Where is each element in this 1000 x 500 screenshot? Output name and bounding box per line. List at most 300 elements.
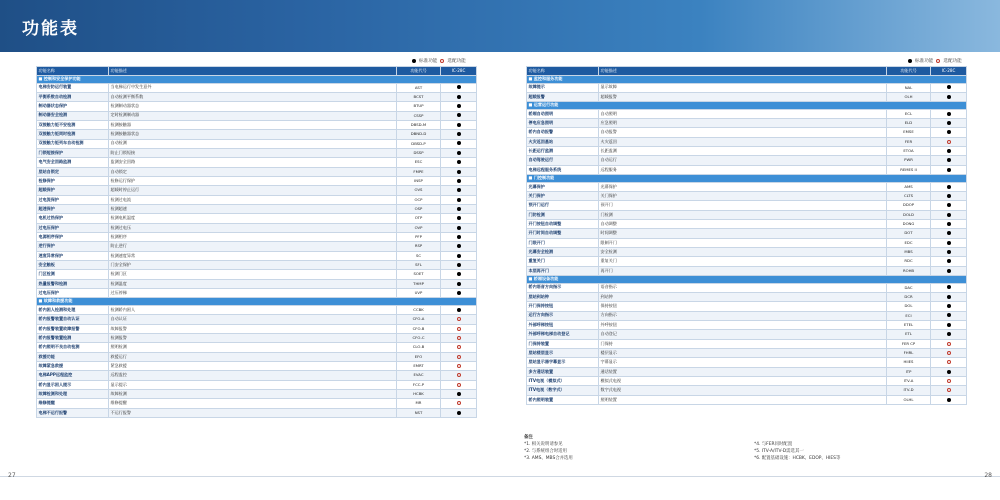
table-row xyxy=(37,223,477,232)
table-row xyxy=(527,191,967,200)
function-desc: 到站钟 xyxy=(599,292,887,301)
table-row xyxy=(37,130,477,139)
filled-dot-icon xyxy=(947,332,951,336)
function-name: 轿内自动报警 xyxy=(527,128,599,137)
function-name: 门保持装置 xyxy=(527,339,599,348)
notes-col-a xyxy=(524,441,754,462)
filled-dot-icon xyxy=(947,85,951,89)
function-name: 制动器安全检测 xyxy=(37,111,109,120)
function-code: OSP xyxy=(397,204,441,213)
function-desc: 检测超速 xyxy=(109,204,397,213)
function-code: ITP xyxy=(887,367,931,376)
function-name: 层站楼层显示 xyxy=(527,348,599,357)
function-code: DOT xyxy=(887,229,931,238)
filled-dot-icon xyxy=(457,160,461,164)
function-name: 轿内显示困人提示 xyxy=(37,380,109,389)
notes-title: 备注 xyxy=(524,435,533,440)
function-desc: 检修运行保护 xyxy=(109,176,397,185)
table-row xyxy=(37,343,477,352)
function-name: 轿内报警装置故障报警 xyxy=(37,324,109,333)
function-code: EFO xyxy=(397,352,441,361)
open-dot-icon xyxy=(440,59,444,63)
function-name: 平衡系数自动检测 xyxy=(37,92,109,101)
open-dot-icon xyxy=(947,379,951,383)
function-code: CCBK xyxy=(397,305,441,314)
function-code: BCST xyxy=(397,92,441,101)
availability-cell xyxy=(931,92,967,101)
filled-dot-icon xyxy=(457,104,461,108)
function-code: ITV-A xyxy=(887,376,931,385)
function-desc: 检测轿内困人 xyxy=(109,305,397,314)
filled-dot-icon xyxy=(947,222,951,226)
function-name: 超速保护 xyxy=(37,204,109,213)
availability-cell xyxy=(441,167,477,176)
filled-dot-icon xyxy=(947,168,951,172)
table-row xyxy=(527,210,967,219)
function-desc: 安全检测 xyxy=(599,248,887,257)
filled-dot-icon xyxy=(947,398,951,402)
filled-dot-icon xyxy=(947,130,951,134)
section-title: ■ 门控制功能 xyxy=(527,175,967,183)
availability-cell xyxy=(441,195,477,204)
table-row xyxy=(527,147,967,156)
section-title: ■ 控制和安全保护功能 xyxy=(37,76,477,84)
function-name: 救援功能 xyxy=(37,352,109,361)
function-desc: 保持按钮 xyxy=(599,302,887,311)
function-table-right xyxy=(526,66,967,405)
table-row xyxy=(37,214,477,223)
function-code: OTP xyxy=(397,214,441,223)
availability-cell xyxy=(931,283,967,292)
filled-dot-icon xyxy=(947,269,951,273)
availability-cell xyxy=(931,238,967,247)
function-name: 电源相序保护 xyxy=(37,233,109,242)
function-name: 轿内困人检测和处理 xyxy=(37,305,109,314)
function-desc: 检测制动器状态 xyxy=(109,102,397,111)
filled-dot-icon xyxy=(457,226,461,230)
filled-dot-icon xyxy=(947,313,951,317)
filled-dot-icon xyxy=(457,198,461,202)
availability-cell xyxy=(441,305,477,314)
function-desc: 检测过电压 xyxy=(109,223,397,232)
function-code: INSP xyxy=(397,176,441,185)
filled-dot-icon xyxy=(947,259,951,263)
filled-dot-icon xyxy=(947,213,951,217)
filled-dot-icon xyxy=(457,392,461,396)
function-code: ECL xyxy=(887,109,931,118)
filled-dot-icon xyxy=(947,370,951,374)
filled-dot-icon xyxy=(947,194,951,198)
function-name: 轿内报警装置自动认证 xyxy=(37,315,109,324)
col-desc: 功能描述 xyxy=(599,67,887,76)
note-line: *4. 与FER同时配置 xyxy=(754,442,793,447)
table-row xyxy=(37,333,477,342)
title-banner xyxy=(0,0,1000,52)
filled-dot-icon xyxy=(457,291,461,295)
open-dot-icon xyxy=(947,388,951,392)
availability-cell xyxy=(441,158,477,167)
availability-cell xyxy=(441,233,477,242)
function-code: EMSE xyxy=(887,128,931,137)
function-desc: 检测电机温度 xyxy=(109,214,397,223)
filled-dot-icon xyxy=(457,179,461,183)
availability-cell xyxy=(931,201,967,210)
page-title: 功能表 xyxy=(22,19,79,39)
function-code: ROHB xyxy=(887,266,931,275)
function-code: EDC xyxy=(887,238,931,247)
function-desc: 当电梯运行中发生意外 xyxy=(109,83,397,92)
function-name: 轿内照明装置 xyxy=(527,395,599,404)
function-desc: 显示故障 xyxy=(599,83,887,92)
function-desc: 远程服务 xyxy=(599,165,887,174)
function-code: OLHL xyxy=(887,395,931,404)
function-code: UVP xyxy=(397,289,441,298)
table-row xyxy=(527,257,967,266)
table-row xyxy=(37,148,477,157)
function-name: 过电流保护 xyxy=(37,195,109,204)
availability-cell xyxy=(441,390,477,399)
function-code: DAC xyxy=(887,283,931,292)
table-row xyxy=(527,219,967,228)
availability-cell xyxy=(441,242,477,251)
note-line: *5. ITV-A/ITV-D需选其一 xyxy=(754,449,804,454)
function-code: DBSD-M xyxy=(397,120,441,129)
availability-cell xyxy=(441,333,477,342)
function-desc: 监测安全回路 xyxy=(109,158,397,167)
function-desc: 检测报警 xyxy=(109,333,397,342)
function-code: DSSP xyxy=(397,148,441,157)
function-code: ETL xyxy=(887,330,931,339)
function-desc: 模拟式电视 xyxy=(599,376,887,385)
availability-cell xyxy=(931,330,967,339)
function-name: ITV电视（数字式） xyxy=(527,386,599,395)
function-desc: 检测过电流 xyxy=(109,195,397,204)
filled-dot-icon xyxy=(457,123,461,127)
function-name: 故障提示 xyxy=(527,83,599,92)
function-desc: 自动检测平衡系数 xyxy=(109,92,397,101)
table-row xyxy=(37,251,477,260)
table-row xyxy=(527,386,967,395)
table-row xyxy=(527,330,967,339)
function-name: 层站自锁定 xyxy=(37,167,109,176)
filled-dot-icon xyxy=(947,285,951,289)
function-name: 电梯远程服务系统 xyxy=(527,165,599,174)
table-row xyxy=(37,139,477,148)
availability-cell xyxy=(441,315,477,324)
availability-cell xyxy=(931,119,967,128)
filled-dot-icon xyxy=(457,85,461,89)
open-dot-icon xyxy=(457,317,461,321)
col-name: 功能名称 xyxy=(527,67,599,76)
page-number-right: 28 xyxy=(984,472,992,479)
availability-cell xyxy=(931,311,967,320)
function-desc: 时间调整 xyxy=(599,229,887,238)
table-row xyxy=(527,165,967,174)
function-name: 过电压保护 xyxy=(37,223,109,232)
function-name: 轿内语音方向指示 xyxy=(527,283,599,292)
table-row xyxy=(37,371,477,380)
function-desc: 自动登记 xyxy=(599,330,887,339)
function-desc: 远程监控 xyxy=(109,371,397,380)
function-code: OVS xyxy=(397,186,441,195)
availability-cell xyxy=(441,324,477,333)
filled-dot-icon xyxy=(457,244,461,248)
function-name: 开门保持按钮 xyxy=(527,302,599,311)
table-row xyxy=(527,83,967,92)
availability-cell xyxy=(441,223,477,232)
function-desc: 检测门区 xyxy=(109,270,397,279)
open-dot-icon xyxy=(936,59,940,63)
col-code: 功能代号 xyxy=(397,67,441,76)
function-desc: 自动锁定 xyxy=(109,167,397,176)
table-row xyxy=(37,270,477,279)
table-row xyxy=(37,408,477,417)
function-desc: 故障报警 xyxy=(109,324,397,333)
availability-cell xyxy=(931,367,967,376)
function-name: 光幕保护 xyxy=(527,182,599,191)
section-row xyxy=(527,175,967,183)
function-name: 速度异常保护 xyxy=(37,251,109,260)
table-row xyxy=(527,320,967,329)
function-code: EVAC xyxy=(397,371,441,380)
function-name: 本层再开门 xyxy=(527,266,599,275)
filled-dot-icon xyxy=(457,411,461,415)
filled-dot-icon xyxy=(947,95,951,99)
filled-dot-icon xyxy=(947,112,951,116)
table-row xyxy=(37,289,477,298)
availability-cell xyxy=(441,111,477,120)
table-row xyxy=(527,367,967,376)
function-desc: 门安全保护 xyxy=(109,261,397,270)
function-name: 电梯APP远程监控 xyxy=(37,371,109,380)
col-model: IC-28C xyxy=(931,67,967,76)
filled-dot-icon xyxy=(457,308,461,312)
availability-cell xyxy=(931,182,967,191)
open-dot-icon xyxy=(947,140,951,144)
section-row xyxy=(527,102,967,110)
availability-cell xyxy=(931,302,967,311)
availability-cell xyxy=(441,251,477,260)
function-desc: 自动检测 xyxy=(109,139,397,148)
function-desc: 救援运行 xyxy=(109,352,397,361)
table-row xyxy=(527,229,967,238)
section-title: ■ 运营运行功能 xyxy=(527,102,967,110)
function-code: REMES II xyxy=(887,165,931,174)
function-code: FCC-P xyxy=(397,380,441,389)
availability-cell xyxy=(441,130,477,139)
function-name: 逆行保护 xyxy=(37,242,109,251)
table-row xyxy=(527,339,967,348)
availability-cell xyxy=(441,120,477,129)
availability-cell xyxy=(931,248,967,257)
table-row xyxy=(37,315,477,324)
function-name: 电机过热保护 xyxy=(37,214,109,223)
filled-dot-icon xyxy=(947,323,951,327)
function-code: DONG xyxy=(887,219,931,228)
function-code: FMPE xyxy=(397,167,441,176)
availability-cell xyxy=(441,343,477,352)
table-row xyxy=(527,358,967,367)
col-desc: 功能描述 xyxy=(109,67,397,76)
filled-dot-icon xyxy=(947,304,951,308)
function-name: 开门时间自动调整 xyxy=(527,229,599,238)
table-row xyxy=(527,92,967,101)
function-desc: 检测接触器状态 xyxy=(109,130,397,139)
table-row xyxy=(37,195,477,204)
section-title: ■ 轿厢设备功能 xyxy=(527,276,967,284)
table-row xyxy=(37,111,477,120)
function-name: 外部呼梯电梯自动登记 xyxy=(527,330,599,339)
availability-cell xyxy=(931,229,967,238)
function-code: PWR xyxy=(887,156,931,165)
open-dot-icon xyxy=(457,336,461,340)
function-name: 多方通话装置 xyxy=(527,367,599,376)
function-code: AMS xyxy=(887,182,931,191)
table-row xyxy=(527,292,967,301)
function-desc: 检测速度异常 xyxy=(109,251,397,260)
function-name: 电气安全回路监测 xyxy=(37,158,109,167)
function-code: BTUP xyxy=(397,102,441,111)
function-name: 外部呼梯按钮 xyxy=(527,320,599,329)
function-name: 维修提醒 xyxy=(37,399,109,408)
availability-cell xyxy=(441,139,477,148)
function-name: ITV电视（模拟式） xyxy=(527,376,599,385)
table-row xyxy=(37,83,477,92)
function-code: CFO-B xyxy=(397,324,441,333)
function-name: 热量报警和检测 xyxy=(37,279,109,288)
availability-cell xyxy=(441,204,477,213)
table-row xyxy=(37,233,477,242)
note-line: *6. 配置基础设施：HCBK、EDOP、HIES等 xyxy=(754,456,841,461)
table-row xyxy=(527,182,967,191)
function-desc: 光幕保护 xyxy=(599,182,887,191)
function-name: 轿内照明不良自动检测 xyxy=(37,343,109,352)
table-row xyxy=(527,137,967,146)
availability-cell xyxy=(931,376,967,385)
filled-dot-icon xyxy=(457,216,461,220)
function-name: 门限开门 xyxy=(527,238,599,247)
open-dot-icon xyxy=(457,345,461,349)
table-row xyxy=(527,201,967,210)
function-desc: 照明装置 xyxy=(599,395,887,404)
filled-dot-icon xyxy=(457,272,461,276)
legend-left xyxy=(412,56,466,66)
function-code: MR xyxy=(397,399,441,408)
function-desc: 维修提醒 xyxy=(109,399,397,408)
availability-cell xyxy=(441,186,477,195)
function-desc: 自动报警 xyxy=(599,128,887,137)
availability-cell xyxy=(441,279,477,288)
function-code: DDOP xyxy=(887,201,931,210)
function-code: ECI xyxy=(887,311,931,320)
function-name: 安全触板 xyxy=(37,261,109,270)
table-row xyxy=(37,305,477,314)
availability-cell xyxy=(441,371,477,380)
open-dot-icon xyxy=(457,355,461,359)
function-code: CLO-B xyxy=(397,343,441,352)
table-row xyxy=(527,376,967,385)
section-row xyxy=(527,276,967,284)
availability-cell xyxy=(441,214,477,223)
availability-cell xyxy=(931,266,967,275)
function-name: 双接触力矩不安检测 xyxy=(37,120,109,129)
function-code: ETOA xyxy=(887,147,931,156)
function-desc: 显示提示 xyxy=(109,380,397,389)
function-code: DOL xyxy=(887,302,931,311)
table-row xyxy=(37,120,477,129)
section-row xyxy=(527,76,967,84)
availability-cell xyxy=(931,137,967,146)
notes-col-b xyxy=(754,441,984,462)
availability-cell xyxy=(931,156,967,165)
function-code: SC xyxy=(397,251,441,260)
filled-dot-icon xyxy=(457,95,461,99)
availability-cell xyxy=(931,210,967,219)
filled-dot-icon xyxy=(947,149,951,153)
table-row xyxy=(527,283,967,292)
function-desc: 再开门 xyxy=(599,266,887,275)
availability-cell xyxy=(931,83,967,92)
function-code: DCR xyxy=(887,292,931,301)
function-code: THMP xyxy=(397,279,441,288)
table-row xyxy=(527,156,967,165)
table-row xyxy=(37,102,477,111)
filled-dot-icon xyxy=(947,231,951,235)
availability-cell xyxy=(931,165,967,174)
legend-std: 标准功能 xyxy=(419,59,438,64)
availability-cell xyxy=(441,148,477,157)
table-row xyxy=(37,361,477,370)
table-row xyxy=(527,302,967,311)
open-dot-icon xyxy=(457,364,461,368)
availability-cell xyxy=(931,147,967,156)
function-name: 开门按钮自动调整 xyxy=(527,219,599,228)
availability-cell xyxy=(931,191,967,200)
function-name: 门区检测 xyxy=(37,270,109,279)
function-code: CSSP xyxy=(397,111,441,120)
availability-cell xyxy=(931,395,967,404)
open-dot-icon xyxy=(457,401,461,405)
table-row xyxy=(37,352,477,361)
function-desc: 超载时停止运行 xyxy=(109,186,397,195)
availability-cell xyxy=(441,399,477,408)
function-code: AST xyxy=(397,83,441,92)
availability-cell xyxy=(931,128,967,137)
filled-dot-icon xyxy=(457,132,461,136)
function-desc: 长距监测 xyxy=(599,147,887,156)
function-desc: 检测相序 xyxy=(109,233,397,242)
table-row xyxy=(37,204,477,213)
availability-cell xyxy=(931,339,967,348)
table-row xyxy=(37,242,477,251)
section-title: ■ 故障和救援功能 xyxy=(37,298,477,306)
function-code: FHRL xyxy=(887,348,931,357)
function-code: MBS xyxy=(887,248,931,257)
section-row xyxy=(37,298,477,306)
function-desc: 门保持 xyxy=(599,339,887,348)
function-name: 双接触力矩同时检测 xyxy=(37,130,109,139)
availability-cell xyxy=(931,219,967,228)
filled-dot-icon xyxy=(457,113,461,117)
filled-dot-icon xyxy=(457,254,461,258)
table-row xyxy=(527,348,967,357)
function-desc: 门检测 xyxy=(599,210,887,219)
table-row xyxy=(37,399,477,408)
function-code: ITV-D xyxy=(887,386,931,395)
filled-dot-icon xyxy=(457,188,461,192)
table-row xyxy=(527,395,967,404)
function-name: 门锁短接保护 xyxy=(37,148,109,157)
